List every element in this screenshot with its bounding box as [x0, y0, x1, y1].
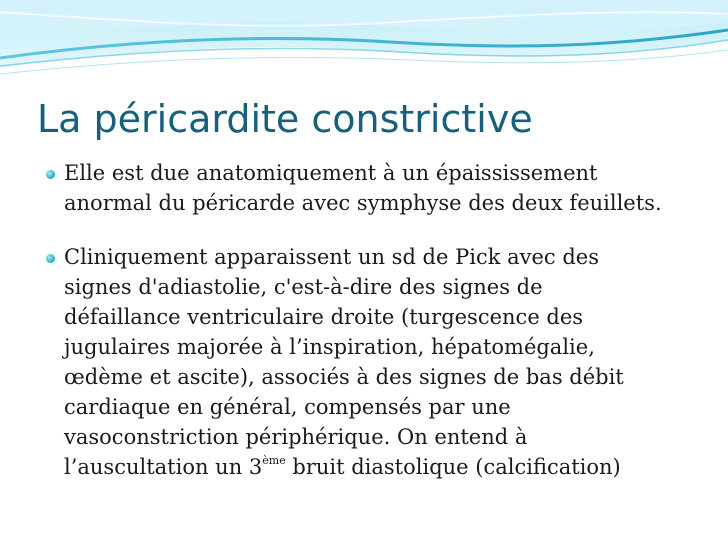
ordinal-superscript: ème — [262, 454, 286, 467]
bullet-text — [64, 242, 664, 486]
bullet-text-main: Cliniquement apparaissent un sd de Pick avec des signes d'adiastolie, c'est-à-dire des signes de défaillance ventriculaire droite (turgescence des jugulaires majorée à l’inspiration, hépatomégalie, œdème et ascite), associés à des signes de bas débit cardiaque en général, compensés par une vasoconstriction périphérique. On entend à l’auscultation un 3 — [64, 245, 624, 479]
bullet-item — [0, 242, 664, 486]
bullet-item — [0, 158, 664, 218]
bullet-list — [0, 158, 728, 486]
bullet-text-end: bruit diastolique (calcification) — [285, 455, 621, 479]
decorative-wave-band — [0, 0, 728, 88]
bullet-text: Elle est due anatomiquement à un épaississement anormal du péricarde avec symphyse des deux feuillets. — [64, 161, 662, 215]
slide-title: La péricardite constrictive — [37, 97, 533, 141]
bullet-dot-icon — [46, 254, 55, 263]
bullet-dot-icon — [46, 170, 55, 179]
